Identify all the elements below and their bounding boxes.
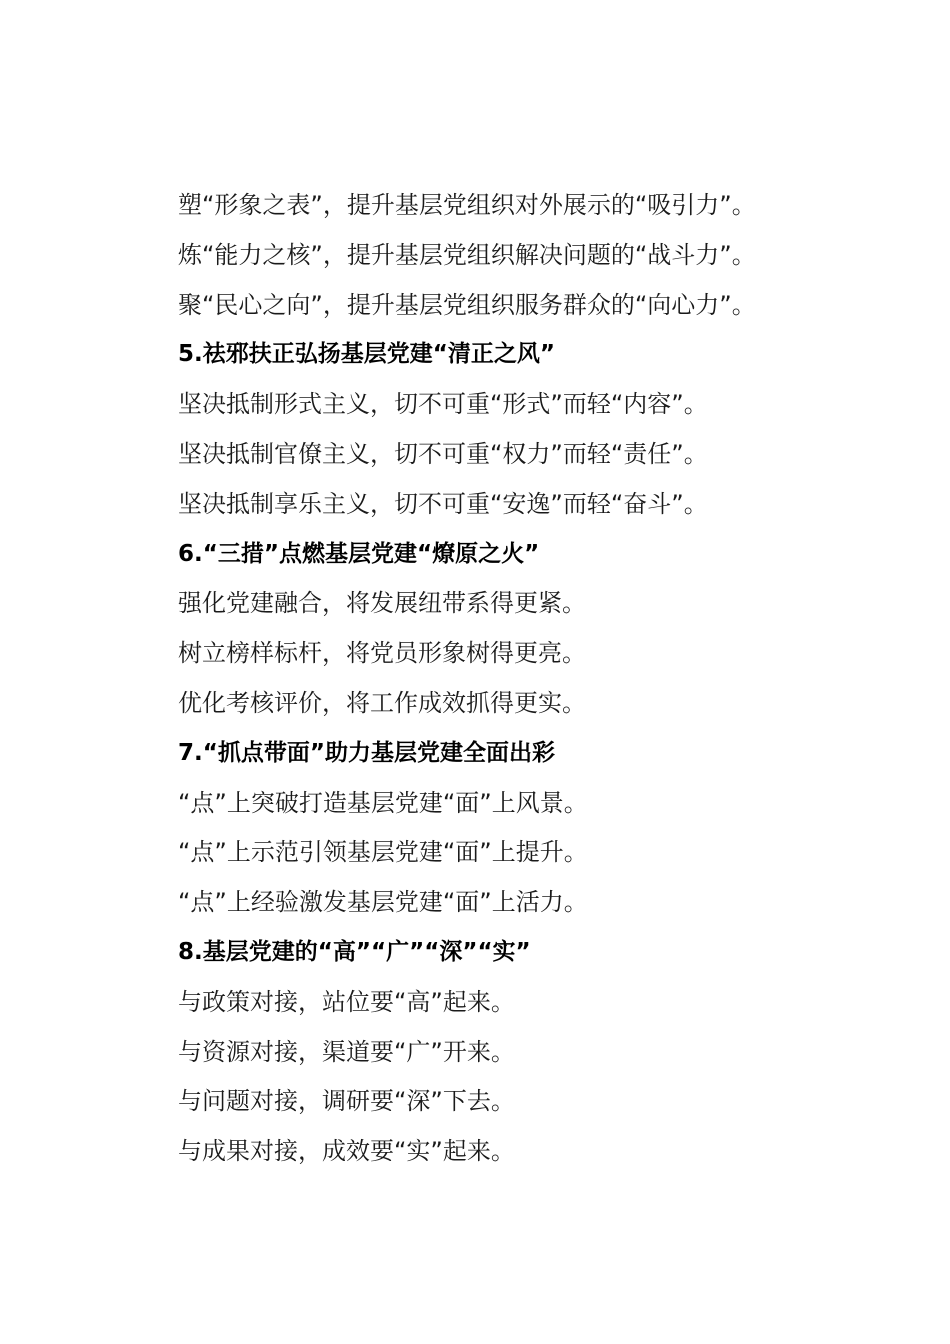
section-heading: 8.基层党建的“高”“广”“深”“实” [178,938,531,965]
paragraph-line: “点”上示范引领基层党建“面”上提升。 [178,838,588,867]
paragraph-line: 与资源对接，渠道要“广”开来。 [178,1037,515,1066]
paragraph-line: 与问题对接，调研要“深”下去。 [178,1087,515,1116]
paragraph-line: 与政策对接，站位要“高”起来。 [178,987,515,1016]
paragraph-line: 坚决抵制官僚主义，切不可重“权力”而轻“责任”。 [178,439,708,468]
paragraph-line: 坚决抵制享乐主义，切不可重“安逸”而轻“奋斗”。 [178,489,708,518]
paragraph-line: 聚“民心之向”，提升基层党组织服务群众的“向心力”。 [178,290,756,319]
paragraph-line: 树立榜样标杆，将党员形象树得更亮。 [178,639,586,668]
paragraph-line: “点”上经验激发基层党建“面”上活力。 [178,888,588,917]
paragraph-line: 坚决抵制形式主义，切不可重“形式”而轻“内容”。 [178,390,708,419]
paragraph-line: 塑“形象之表”，提升基层党组织对外展示的“吸引力”。 [178,191,756,219]
paragraph-line: “点”上突破打造基层党建“面”上风景。 [178,788,588,817]
paragraph-line: 强化党建融合，将发展纽带系得更紧。 [178,589,586,618]
paragraph-line: 与成果对接，成效要“实”起来。 [178,1137,515,1166]
section-heading: 6.“三措”点燃基层党建“燎原之火” [178,540,540,567]
document-body [178,181,918,1177]
paragraph-line: 炼“能力之核”，提升基层党组织解决问题的“战斗力”。 [178,240,756,269]
section-heading: 7.“抓点带面”助力基层党建全面出彩 [178,739,555,766]
paragraph-line: 优化考核评价，将工作成效抓得更实。 [178,688,586,717]
section-heading: 5.祛邪扶正弘扬基层党建“清正之风” [178,341,555,368]
